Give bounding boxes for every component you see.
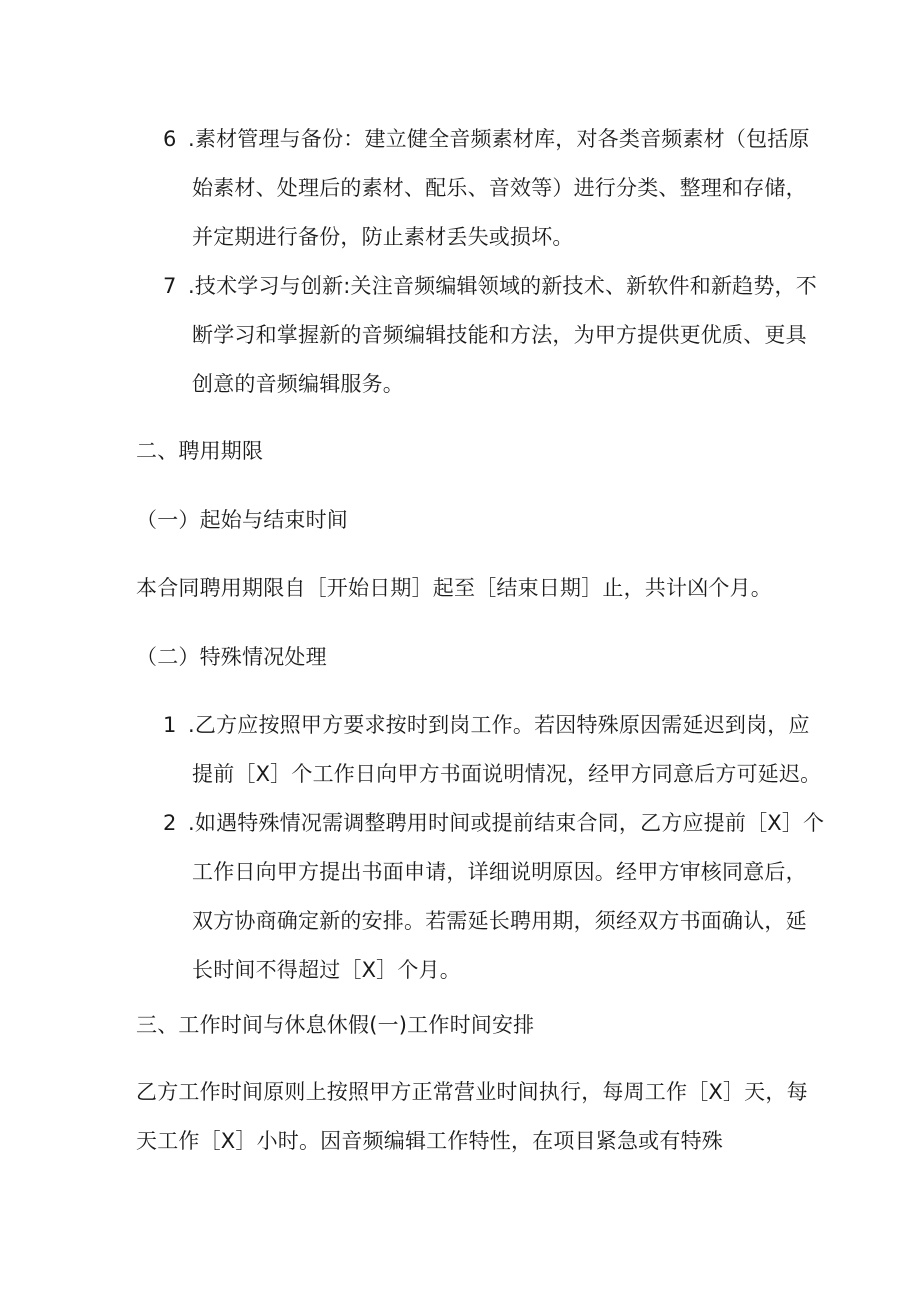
list-item-number: 6 [163, 127, 177, 151]
section-heading: 二、聘用期限 [136, 439, 264, 463]
list-item-line: .乙方应按照甲方要求按时到岗工作。若因特殊原因需延迟到岗，应 [188, 713, 810, 737]
list-item-line: 断学习和掌握新的音频编辑技能和方法，为甲方提供更优质、更具 [192, 323, 807, 347]
list-item-line: .技术学习与创新:关注音频编辑领域的新技术、新软件和新趋势，不 [188, 274, 817, 298]
paragraph-line: 天工作［X］小时。因音频编辑工作特性，在项目紧急或有特殊 [136, 1129, 723, 1153]
section-heading: 三、工作时间与休息休假(一)工作时间安排 [136, 1013, 535, 1037]
list-item-line: 长时间不得超过［X］个月。 [192, 958, 461, 982]
list-item-line: .如遇特殊情况需调整聘用时间或提前结束合同，乙方应提前［X］个 [188, 811, 825, 835]
list-item-line: .素材管理与备份：建立健全音频素材库，对各类音频素材（包括原 [188, 127, 810, 151]
paragraph: 本合同聘用期限自［开始日期］起至［结束日期］止，共计凶个月。 [136, 576, 772, 600]
list-item-number: 2 [163, 811, 177, 835]
subsection-heading: （一）起始与结束时间 [136, 508, 348, 532]
list-item-line: 创意的音频编辑服务。 [192, 372, 404, 396]
list-item-line: 并定期进行备份，防止素材丢失或损坏。 [192, 225, 574, 249]
list-item-number: 7 [163, 274, 177, 298]
list-item-line: 始素材、处理后的素材、配乐、音效等）进行分类、整理和存储， [192, 176, 807, 200]
list-item-line: 双方协商确定新的安排。若需延长聘用期，须经双方书面确认，延 [192, 909, 807, 933]
paragraph-line: 乙方工作时间原则上按照甲方正常营业时间执行，每周工作［X］天，每 [136, 1080, 808, 1104]
list-item-line: 提前［X］个工作日向甲方书面说明情况，经甲方同意后方可延迟。 [192, 762, 822, 786]
subsection-heading: （二）特殊情况处理 [136, 645, 327, 669]
list-item-number: 1 [163, 713, 177, 737]
list-item-line: 工作日向甲方提出书面申请，详细说明原因。经甲方审核同意后， [192, 860, 807, 884]
